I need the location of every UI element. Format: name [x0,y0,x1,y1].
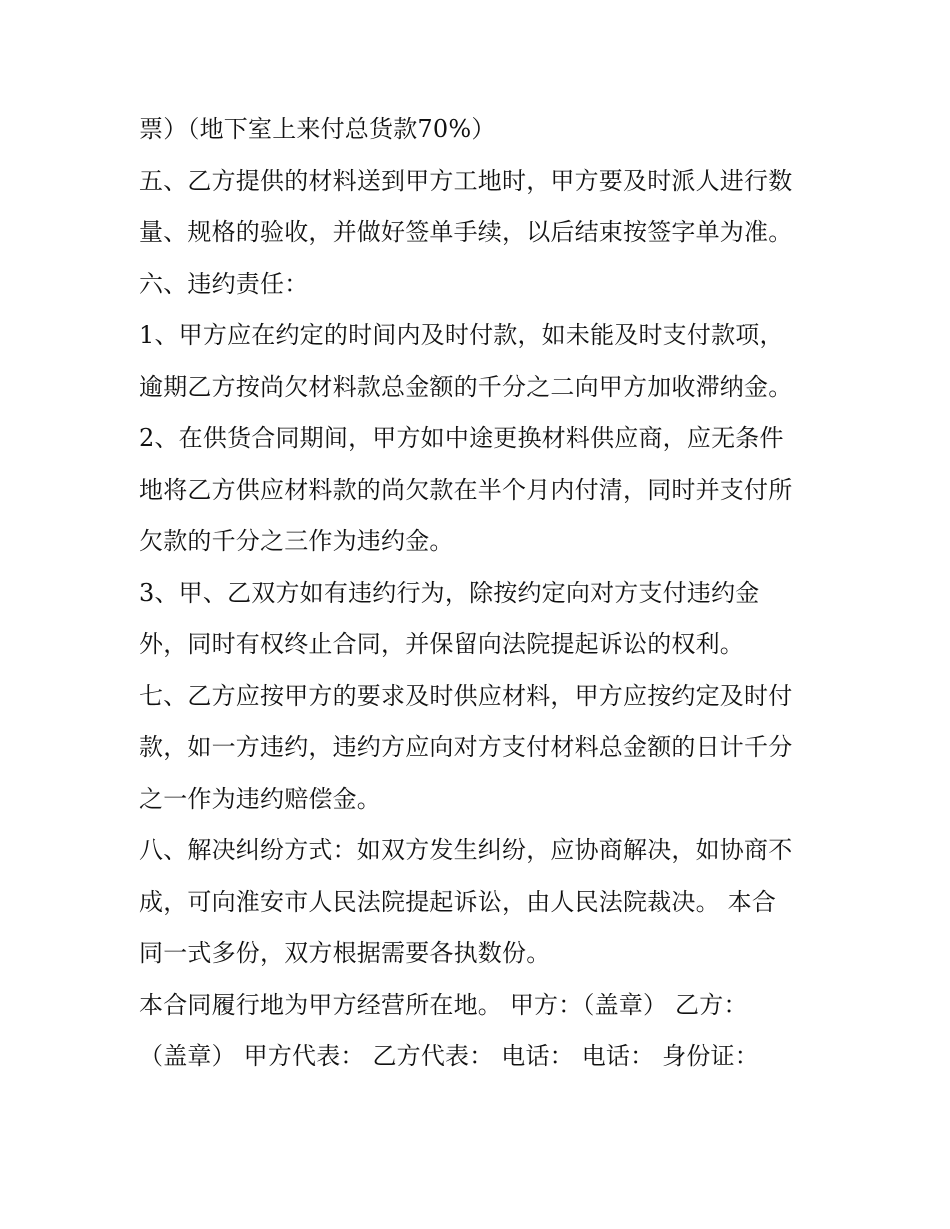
text-line: 地将乙方供应材料款的尚欠款在半个月内付清，同时并支付所 [139,475,793,504]
text-line: 成，可向淮安市人民法院提起诉讼，由人民法院裁决。 本合 [139,887,777,916]
contract-text-body [139,104,819,1083]
text-line: 逾期乙方按尚欠材料款总金额的千分之二向甲方加收滞纳金。 [139,372,793,401]
text-line: 七、乙方应按甲方的要求及时供应材料，甲方应按约定及时付 [139,681,793,710]
text-line: 3、甲、乙双方如有违约行为，除按约定向对方支付违约金 [139,578,760,607]
text-line: 欠款的千分之三作为违约金。 [139,527,454,555]
text-line: 外，同时有权终止合同，并保留向法院提起诉讼的权利。 [139,630,744,658]
text-line: 同一式多份，双方根据需要各执数份。 [139,939,551,967]
section-heading: 六、违约责任： [139,269,309,298]
text-line: 五、乙方提供的材料送到甲方工地时，甲方要及时派人进行数 [139,166,793,195]
signature-line: （盖章） 甲方代表： 乙方代表： 电话： 电话： 身份证： [139,1042,759,1070]
text-line: 2、在供货合同期间，甲方如中途更换材料供应商，应无条件 [139,424,784,452]
text-line: 八、解决纠纷方式：如双方发生纠纷，应协商解决，如协商不 [139,836,793,864]
text-line: 款，如一方违约，违约方应向对方支付材料总金额的日计千分 [139,733,793,761]
text-line: 1、甲方应在约定的时间内及时付款，如未能及时支付款项， [139,321,784,349]
text-line: 量、规格的验收，并做好签单手续，以后结束按签字单为准。 [139,218,793,246]
text-line: 之一作为违约赔偿金。 [139,784,381,813]
signature-line: 本合同履行地为甲方经营所在地。 甲方：（盖章） 乙方： [139,990,748,1019]
text-line: 票）（地下室上来付总货款70%） [139,115,496,143]
